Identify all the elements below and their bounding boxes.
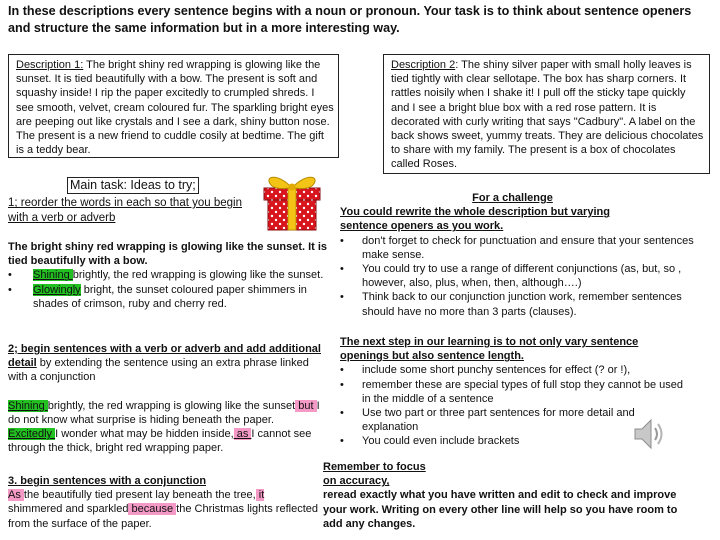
challenge-heading: For a challenge	[472, 192, 553, 204]
task-1-heading: 1; reorder the words in each so that you begin with a verb or adverb	[8, 197, 242, 224]
task-1-bullets	[8, 268, 328, 311]
intro-instructions: In these descriptions every sentence begins with a noun or pronoun. Your task is to think about sentence openers and structure the same information but in a more interesting way.	[8, 4, 692, 35]
gift-present-icon	[258, 170, 326, 232]
task-3-block	[8, 474, 318, 531]
description-2-label: Description 2	[391, 59, 456, 71]
task-1-example	[8, 240, 328, 311]
task-2-example-1: Shining brightly, the red wrapping is glowing like the sunset but I do not know what surprise is hiding beneath the paper.	[8, 399, 320, 426]
list-item: • Glowingly bright, the sunset coloured paper shimmers in shades of crimson, ruby and cherry red.	[8, 283, 328, 311]
list-item: • remember these are special types of full stop they cannot be used in the middle of a sentence	[340, 378, 685, 406]
speaker-icon[interactable]	[632, 414, 666, 454]
list-item: • You could even include brackets	[340, 434, 685, 448]
list-item: • include some short punchy sentences for effect (? or !),	[340, 363, 685, 377]
task-2-heading: 2; begin sentences with a verb or adverb and add additional detail by extending the sentence using an extra phrase linked with a conjunction	[8, 343, 321, 384]
list-item: • Think back to our conjunction junction work, remember sentences should have no more than 3 parts (clauses).	[340, 290, 700, 318]
task-3-heading: 3. begin sentences with a conjunction	[8, 475, 207, 487]
description-2-text: : The shiny silver paper with small holly leaves is tied tightly with clear sellotape. The box has sharp corners. It rattles noisily when I shake it! I pull off the sticky tape quickly and I see a bright blue box with a red rose pattern. It is decorated with curly writing that says "Cadbury". A label on the back shows sweet, yummy treats. They are delicious chocolates to share with my family. The present is a box of chocolates called Roses.	[391, 59, 704, 171]
description-1-box	[8, 54, 339, 158]
task-2-block	[8, 342, 328, 455]
list-item: • don't forget to check for punctuation and ensure that your sentences make sense.	[340, 234, 700, 262]
list-item: • Shining brightly, the red wrapping is glowing like the sunset.	[8, 268, 328, 282]
reminder-text: reread exactly what you have written and edit to check and improve your work. Writing on every other line will help so you have room to add any changes.	[323, 489, 678, 530]
list-item: • You could try to use a range of different conjunctions (as, but, so , however, also, plus, when, then, although….)	[340, 262, 700, 290]
challenge-bullets	[340, 234, 700, 319]
task-1-example-sentence: The bright shiny red wrapping is glowing like the sunset. It is tied beautifully with a bow.	[8, 241, 328, 268]
description-1-text: The bright shiny red wrapping is glowing like the sunset. It is tied beautifully with a bow. The present is soft and squashy inside! I rip the paper excitedly to crumpled shreds. I see smooth, velvet, cream coloured fur. The sparkling bright eyes are peeping out like crystals and I see a dark, shiny button nose. The present is a new friend to cuddle cosily at bedtime. The gift is a teddy bear.	[16, 59, 334, 157]
task-3-example: As the beautifully tied present lay beneath the tree, it shimmered and sparkled because the Christmas lights reflected from the surface of the paper.	[8, 489, 318, 530]
reminder-heading: Remember to focus on accuracy,	[323, 461, 426, 488]
description-2-box	[383, 54, 710, 174]
task-2-example-2: Excitedly I wonder what may be hidden inside, as I cannot see through the thick, bright red wrapping paper.	[8, 428, 312, 455]
list-item: • Use two part or three part sentences for more detail and explanation	[340, 406, 685, 434]
challenge-block	[340, 191, 700, 319]
description-1-label: Description 1:	[16, 59, 84, 71]
reminder-block	[323, 460, 693, 531]
main-task-title: Main task: Ideas to try;	[67, 177, 199, 194]
next-step-heading: The next step in our learning is to not only vary sentence openings but also sentence length.	[340, 336, 639, 363]
challenge-subheading: You could rewrite the whole description but varying sentence openers as you work.	[340, 206, 610, 233]
